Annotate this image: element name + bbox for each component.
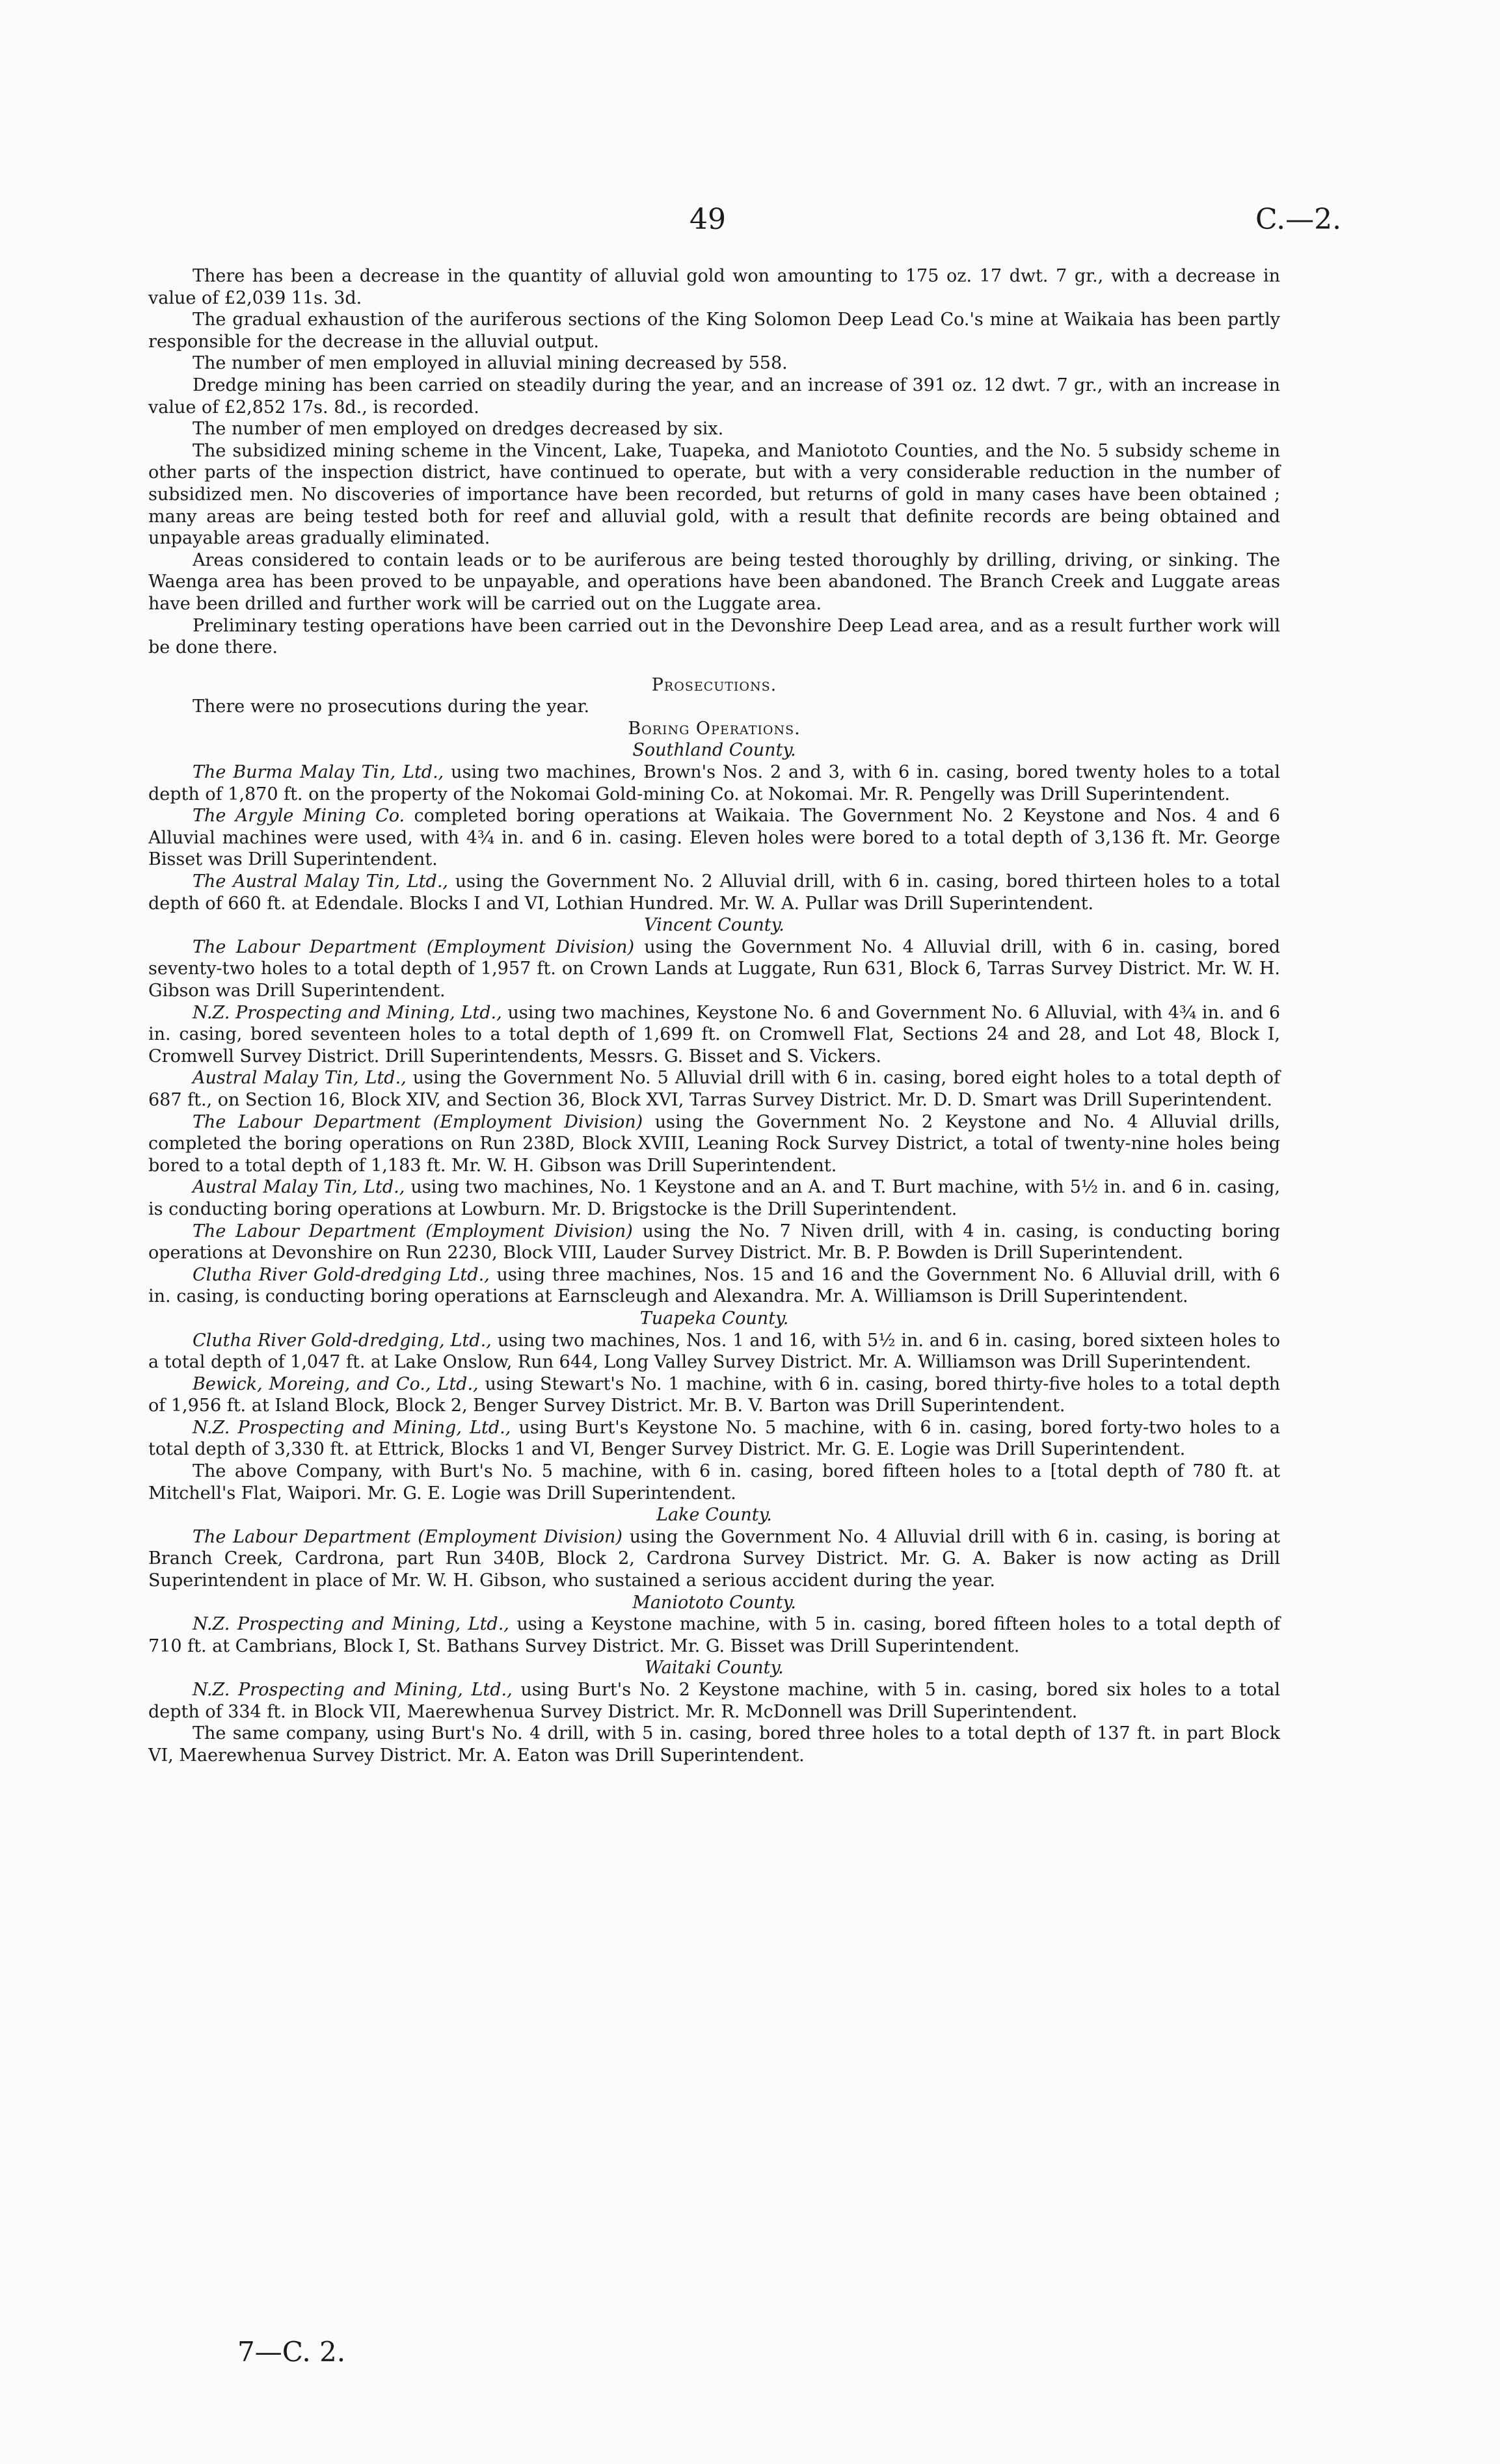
county-heading-tuapeka: Tuapeka County.	[639, 1308, 789, 1329]
entry-text: using two machines, Brown's Nos. 2 and 3, with 6 in. casing, bored twenty holes to a total depth of 1,870 ft. on the property of the Nokomai Gold-mining Co. at Nokomai. Mr. R. Pengelly was Drill Superintendent.	[148, 762, 1280, 804]
boring-entry	[148, 936, 1280, 1002]
section-heading-prosecutions: Prosecutions.	[651, 674, 777, 695]
entry-text: using two machines, Keystone No. 6 and Government No. 6 Alluvial, with 4¾ in. and 6 in. casing, bored seventeen holes to a total depth of 1,699 ft. on Cromwell Flat, Sections 24 and 28, and Lot 48, Block I, Cromwell Survey District. Drill Superintendents, Messrs. G. Bisset and S. Vickers.	[148, 1002, 1280, 1066]
company-name: The Labour Department (Employment Division)	[193, 936, 635, 957]
company-name: Bewick, Moreing, and Co., Ltd.,	[193, 1373, 479, 1394]
company-name: The Austral Malay Tin, Ltd.,	[193, 871, 449, 892]
company-name: N.Z. Prospecting and Mining, Ltd.,	[193, 1614, 509, 1635]
county-heading-lake: Lake County.	[656, 1505, 772, 1526]
page-number: 49	[690, 203, 726, 236]
boring-entry	[148, 1067, 1280, 1111]
entry-text: using the Government No. 2 Keystone and No. 4 Alluvial drills, completed the boring operations on Run 238D, Block XVIII, Leaning Rock Survey District, a total of twenty-nine holes being bored to a total depth of 1,183 ft. Mr. W. H. Gibson was Drill Superintendent.	[148, 1111, 1280, 1176]
boring-entry	[148, 871, 1280, 914]
boring-entry	[148, 1002, 1280, 1068]
company-name: Clutha River Gold-dredging, Ltd.,	[193, 1330, 492, 1351]
company-name: Austral Malay Tin, Ltd.,	[193, 1177, 405, 1198]
entry-text: using the Government No. 4 Alluvial drill, with 6 in. casing, bored seventy-two holes to a total depth of 1,957 ft. on Crown Lands at Luggate, Run 631, Block 6, Tarras Survey District. Mr. W. H. Gibson was Drill Superintendent.	[148, 936, 1280, 1001]
company-name: N.Z. Prospecting and Mining, Ltd.,	[193, 1680, 513, 1700]
county-heading-vincent: Vincent County.	[644, 915, 784, 936]
boring-entry: The same company, using Burt's No. 4 drill, with 5 in. casing, bored three holes to a total depth of 137 ft. in part Block VI, Maerewhenua Survey District. Mr. A. Eaton was Drill Superintendent.	[148, 1723, 1280, 1766]
section-heading-boring-operations: Boring Operations.	[628, 718, 801, 739]
entry-text: using the Government No. 4 Alluvial drill with 6 in. casing, is boring at Branch Creek, Cardrona, part Run 340B, Block 2, Cardrona Survey District. Mr. G. A. Baker is now acting as Drill Superintendent in place of Mr. W. H. Gibson, who sustained a serious accident during the year.	[148, 1526, 1280, 1591]
paragraph: The subsidized mining scheme in the Vincent, Lake, Tuapeka, and Maniototo Counties, and the No. 5 subsidy scheme in other parts of the inspection district, have continued to operate, but with a very considerable reduction in the number of subsidized men. No discoveries of importance have been recorded, but returns of gold in many cases have been obtained ; many areas are being tested both for reef and alluvial gold, with a result that definite records are being obtained and unpayable areas gradually eliminated.	[148, 440, 1280, 549]
boring-entry	[148, 1111, 1280, 1177]
company-name: Austral Malay Tin, Ltd.,	[193, 1068, 407, 1089]
company-name: The Labour Department (Employment Division)	[193, 1526, 623, 1547]
company-name: The Labour Department (Employment Division)	[193, 1221, 633, 1241]
county-heading-southland: Southland County.	[632, 740, 796, 761]
boring-entry	[148, 1373, 1280, 1417]
paragraph: There has been a decrease in the quantity of alluvial gold won amounting to 175 oz. 17 dwt. 7 gr., with a decrease in value of £2,039 11s. 3d.	[148, 266, 1280, 308]
prosecutions-section	[148, 674, 1280, 718]
company-name: The Burma Malay Tin, Ltd.,	[193, 762, 444, 783]
footer-signature: 7—C. 2.	[237, 2336, 346, 2368]
entry-text: using the No. 7 Niven drill, with 4 in. casing, is conducting boring operations at Devonshire on Run 2230, Block VIII, Lauder Survey District. Mr. B. P. Bowden is Drill Superintendent.	[148, 1221, 1280, 1264]
company-name: The Argyle Mining Co.	[193, 806, 405, 827]
boring-entry	[148, 1221, 1280, 1264]
boring-entry	[148, 1417, 1280, 1461]
company-name: N.Z. Prospecting and Mining, Ltd.,	[193, 1002, 502, 1023]
entry-text: using Burt's Keystone No. 5 machine, with 6 in. casing, bored forty-two holes to a total depth of 3,330 ft. at Ettrick, Blocks 1 and VI, Benger Survey District. Mr. G. E. Logie was Drill Superintendent.	[148, 1417, 1280, 1460]
paragraph: The gradual exhaustion of the auriferous sections of the King Solomon Deep Lead Co.'s mine at Waikaia has been partly responsible for the decrease in the alluvial output.	[148, 310, 1280, 352]
entry-text: using three machines, Nos. 15 and 16 and the Government No. 6 Alluvial drill, with 6 in. casing, is conducting boring operations at Earnscleugh and Alexandra. Mr. A. Williamson is Drill Superintendent.	[148, 1264, 1280, 1307]
boring-entry	[148, 762, 1280, 805]
paragraph: The number of men employed in alluvial mining decreased by 558.	[193, 353, 788, 374]
paragraph: Preliminary testing operations have been carried out in the Devonshire Deep Lead area, and as a result further work will be done there.	[148, 615, 1280, 658]
entry-text: using Burt's No. 2 Keystone machine, with 5 in. casing, bored six holes to a total depth of 334 ft. in Block VII, Maerewhenua Survey District. Mr. R. McDonnell was Drill Superintendent.	[148, 1680, 1280, 1722]
entry-text: using Stewart's No. 1 machine, with 6 in. casing, bored thirty-five holes to a total depth of 1,956 ft. at Island Block, Block 2, Benger Survey District. Mr. B. V. Barton was Drill Superintendent.	[148, 1373, 1280, 1416]
entry-text: using the Government No. 5 Alluvial drill with 6 in. casing, bored eight holes to a total depth of 687 ft., on Section 16, Block XIV, and Section 36, Block XVI, Tarras Survey District. Mr. D. D. Smart was Drill Superintendent.	[148, 1068, 1280, 1110]
company-name: Clutha River Gold-dredging Ltd.,	[193, 1264, 490, 1285]
entry-text: using a Keystone machine, with 5 in. casing, bored fifteen holes to a total depth of 710 ft. at Cambrians, Block I, St. Bathans Survey District. Mr. G. Bisset was Drill Superintendent.	[148, 1614, 1280, 1656]
paragraph: Areas considered to contain leads or to be auriferous are being tested thoroughly by drilling, driving, or sinking. The Waenga area has been proved to be unpayable, and operations have been abandoned. The Branch Creek and Luggate areas have been drilled and further work will be carried out on the Luggate area.	[148, 550, 1280, 614]
body-text	[148, 265, 1280, 1766]
paragraph: There were no prosecutions during the year.	[193, 696, 590, 717]
boring-entry	[148, 805, 1280, 871]
boring-entry: The above Company, with Burt's No. 5 machine, with 6 in. casing, bored fifteen holes to a [total depth of 780 ft. at Mitchell's Flat, Waipori. Mr. G. E. Logie was Drill Superintendent.	[148, 1461, 1280, 1504]
entry-text: using the Government No. 2 Alluvial drill, with 6 in. casing, bored thirteen holes to a total depth of 660 ft. at Edendale. Blocks I and VI, Lothian Hundred. Mr. W. A. Pullar was Drill Superintendent.	[148, 871, 1280, 914]
document-code: C.—2.	[1255, 203, 1342, 236]
boring-entry	[148, 1330, 1280, 1373]
boring-entry	[148, 1613, 1280, 1657]
boring-entry	[148, 1264, 1280, 1308]
entry-text: using two machines, Nos. 1 and 16, with 5½ in. and 6 in. casing, bored sixteen holes to a total depth of 1,047 ft. at Lake Onslow, Run 644, Long Valley Survey District. Mr. A. Williamson was Drill Superintendent.	[148, 1330, 1280, 1373]
entry-text: using two machines, No. 1 Keystone and an A. and T. Burt machine, with 5½ in. and 6 in. casing, is conducting boring operations at Lowburn. Mr. D. Brigstocke is the Drill Superintendent.	[148, 1177, 1280, 1219]
boring-entry	[148, 1176, 1280, 1220]
company-name: N.Z. Prospecting and Mining, Ltd.,	[193, 1417, 511, 1438]
county-heading-maniototo: Maniototo County.	[632, 1592, 796, 1613]
boring-entry	[148, 1526, 1280, 1592]
boring-entry	[148, 1679, 1280, 1723]
paragraph: Dredge mining has been carried on steadily during the year, and an increase of 391 oz. 12 dwt. 7 gr., with an increase in value of £2,852 17s. 8d., is recorded.	[148, 375, 1280, 417]
paragraph: The number of men employed on dredges decreased by six.	[193, 419, 724, 440]
county-heading-waitaki: Waitaki County.	[645, 1658, 784, 1678]
entry-text: completed boring operations at Waikaia. The Government No. 2 Keystone and Nos. 4 and 6 Alluvial machines were used, with 4¾ in. and 6 in. casing. Eleven holes were bored to a total depth of 3,136 ft. Mr. George Bisset was Drill Superintendent.	[148, 806, 1280, 870]
company-name: The Labour Department (Employment Division)	[193, 1111, 643, 1132]
